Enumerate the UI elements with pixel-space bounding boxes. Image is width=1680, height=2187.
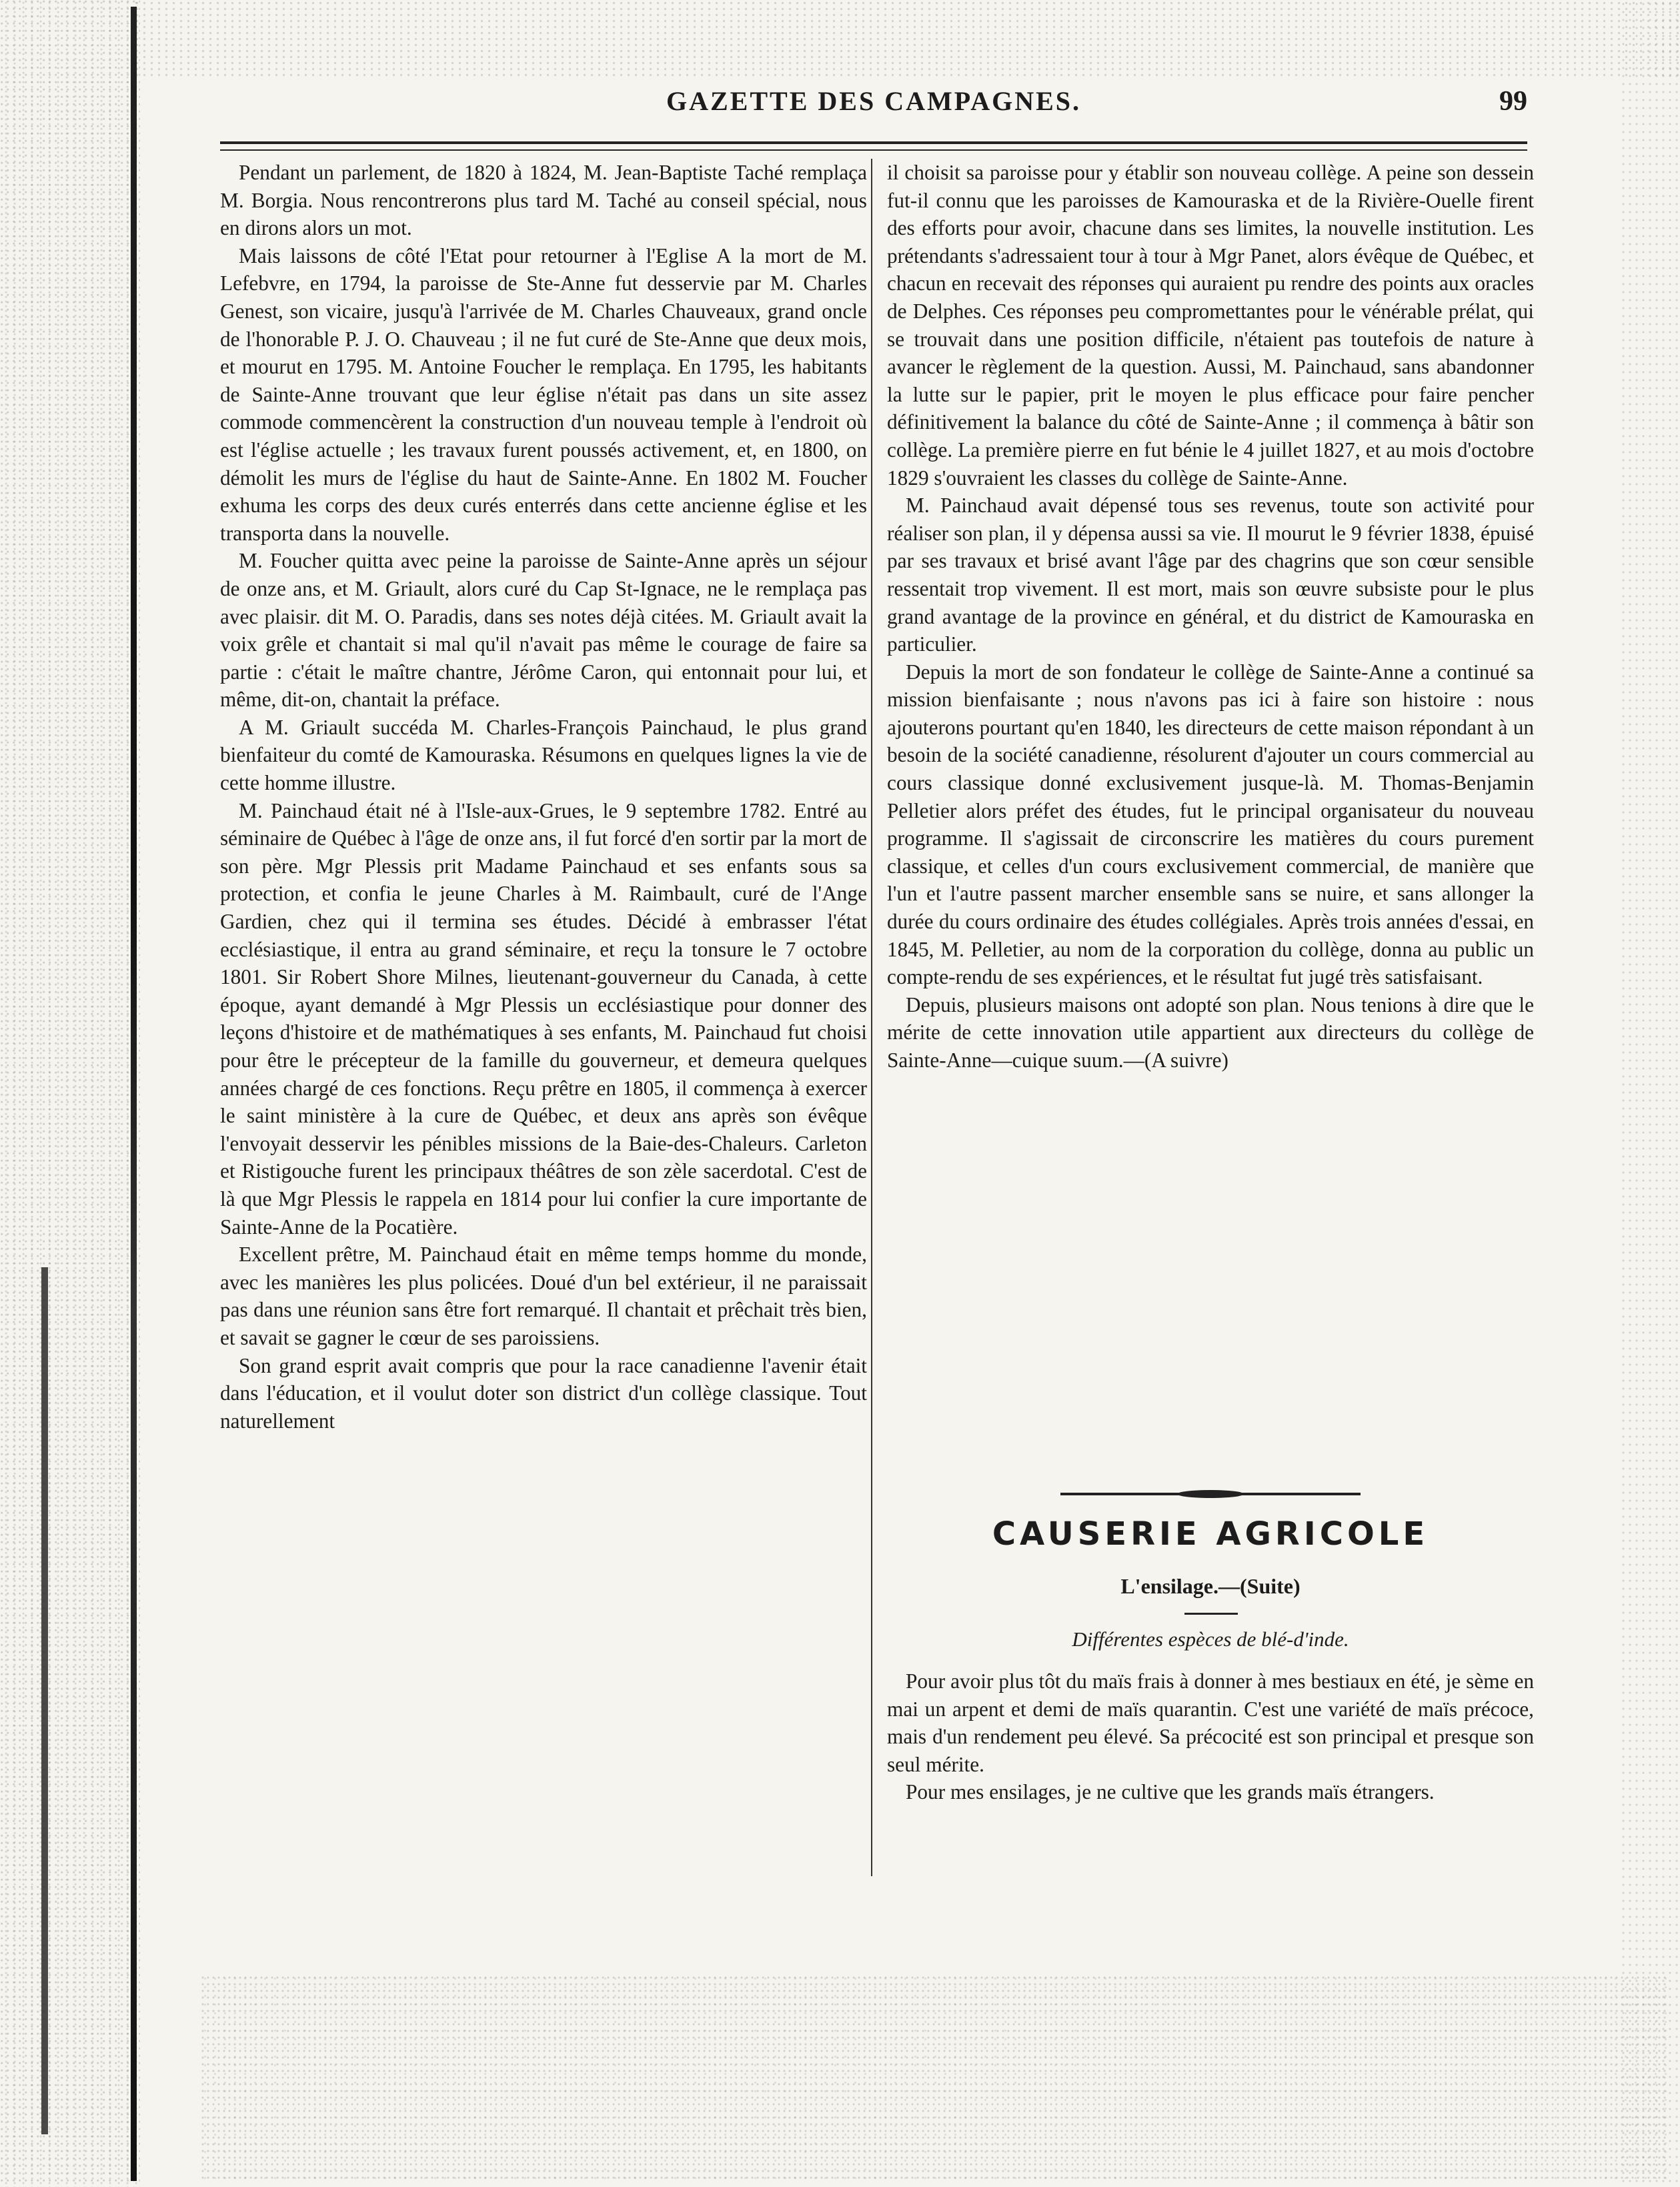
scan-noise-top	[133, 0, 1680, 80]
section-title: CAUSERIE AGRICOLE	[992, 1515, 1429, 1553]
paragraph: il choisit sa paroisse pour y établir son nouveau collège. A peine son dessein fut-il connu que les paroisses de Kamouraska et de la Rivière-Ouelle firent des efforts pour avoir, chacune dans ses limites, la nouvelle institution. Les prétendants s'adressaient tour à tour à Mgr Panet, alors évêque de Québec, et chacun en recevait des réponses qui auraient pu rendre des points aux oracles de Delphes. Ces réponses peu compromettantes pour le vénérable prélat, qui se trouvait dans une position difficile, n'étaient pas toutefois de nature à avancer le règlement de la question. Aussi, M. Painchaud, sans abandonner la lutte sur le papier, prit le moyen le plus efficace pour faire pencher définitivement la balance du côté de Sainte-Anne ; il commença à bâtir son collège. La première pierre en fut bénie le 4 juillet 1827, et au mois d'octobre 1829 s'ouvraient les classes du collège de Sainte-Anne.	[887, 161, 1534, 490]
paragraph: Son grand esprit avait compris que pour la race canadienne l'avenir était dans l'éducation, et il voulut doter son district d'un collège classique. Tout naturellement	[220, 1353, 867, 1433]
page-header	[220, 85, 1527, 125]
left-column	[220, 159, 867, 1435]
binding-mark	[41, 1267, 48, 2134]
subtitle-rule	[1184, 1613, 1238, 1615]
paragraph: Depuis, plusieurs maisons ont adopté son plan. Nous tenions à dire que le mérite de cette innovation utile appartient aux directeurs du collège de Sainte-Anne—cuique suum.—(A suivre)	[887, 992, 1534, 1072]
section-ornament-rule	[1060, 1493, 1361, 1495]
paragraph: M. Foucher quitta avec peine la paroisse de Sainte-Anne après un séjour de onze ans, et M. Griault, alors curé du Cap St-Ignace, ne le remplaça pas avec plaisir. dit M. O. Paradis, dans ses notes déjà citées. M. Griault avait la voix grêle et chantait si mal qu'il n'avait pas même le courage de faire sa partie : c'était le maître chantre, Jérôme Caron, qui entonnait pour lui, et même, dit-on, chantait la préface.	[220, 549, 867, 712]
paragraph: M. Painchaud était né à l'Isle-aux-Grues, le 9 septembre 1782. Entré au séminaire de Québec à l'âge de onze ans, il fut forcé d'en sortir par la mort de son père. Mgr Plessis prit Madame Painchaud et ses enfants sous sa protection, et confia le jeune Charles à M. Raimbault, curé de l'Ange Gardien, chez qui il termina ses études. Décidé à embrasser l'état ecclésiastique, il entra au grand séminaire, et reçu la tonsure le 7 octobre 1801. Sir Robert Shore Milnes, lieutenant-gouverneur du Canada, à cette époque, ayant demandé à Mgr Plessis un ecclésiastique pour donner des leçons d'histoire et de mathématiques à ses enfants, M. Painchaud fut choisi pour être le précepteur de la famille du gouverneur, et demeura quelques années chargé de ces fonctions. Reçu prêtre en 1805, il commença à exercer le saint ministère à la cure de Québec, et deux ans après son évêque l'envoyait desservir les pénibles missions de la Baie-des-Chaleurs. Carleton et Ristigouche furent les principaux théâtres de son zèle sacerdotal. C'est de là que Mgr Plessis le rappela en 1814 pour lui confier la cure importante de Sainte-Anne de la Pocatière.	[220, 798, 867, 1239]
paragraph: Mais laissons de côté l'Etat pour retourner à l'Eglise A la mort de M. Lefebvre, en 1794, la paroisse de Ste-Anne fut desservie par M. Charles Genest, son vicaire, jusqu'à l'arrivée de M. Charles Chauveaux, grand oncle de l'honorable P. J. O. Chauveau ; il ne fut curé de Ste-Anne que deux mois, et mourut en 1795. M. Antoine Foucher le remplaça. En 1795, les habitants de Sainte-Anne trouvant que leur église n'était pas dans un site assez commode commencèrent la construction d'un nouveau temple à l'endroit où est l'église actuelle ; les travaux furent poussés activement, et, en 1800, on démolit les murs de l'église du haut de Sainte-Anne. En 1802 M. Foucher exhuma les corps des deux curés enterrés dans cette ancienne église et les transporta dans la nouvelle.	[220, 243, 867, 545]
right-column	[887, 159, 1534, 1074]
paragraph: Excellent prêtre, M. Painchaud était en même temps homme du monde, avec les manières les plus policées. Doué d'un bel extérieur, il ne paraissait pas dans une réunion sans être fort remarqué. Il chantait et prêchait très bien, et savait se gagner le cœur de ses paroissiens.	[220, 1243, 867, 1349]
scan-noise-right	[1620, 0, 1680, 2187]
masthead-title: GAZETTE DES CAMPAGNES.	[666, 86, 1081, 116]
paragraph: Pour avoir plus tôt du maïs frais à donner à mes bestiaux en été, je sème en mai un arpent et demi de maïs quarantin. C'est une variété de maïs précoce, mais d'un rendement peu élevé. Sa précocité est son principal et presque son seul mérite.	[887, 1669, 1534, 1776]
section-subheading: Différentes espèces de blé-d'inde.	[1072, 1627, 1349, 1651]
section-subtitle: L'ensilage.—(Suite)	[1120, 1574, 1301, 1598]
binding-shadow	[131, 7, 137, 2181]
page-number: 99	[1499, 86, 1527, 117]
paragraph: M. Painchaud avait dépensé tous ses revenus, toute son activité pour réaliser son plan, il y dépensa aussi sa vie. Il mourut le 9 février 1838, épuisé par ses travaux et brisé avant l'âge par des chagrins que son cœur sensible ressentait trop vivement. Il est mort, mais son œuvre subsiste pour le plus grand avantage de la province en général, et du district de Kamouraska en particulier.	[887, 494, 1534, 656]
header-rule	[220, 141, 1527, 151]
paragraph: A M. Griault succéda M. Charles-François Painchaud, le plus grand bienfaiteur du comté de Kamouraska. Résumons en quelques lignes la vie de cette homme illustre.	[220, 715, 867, 795]
paragraph: Pour mes ensilages, je ne cultive que les grands maïs étrangers.	[906, 1780, 1435, 1804]
column-divider	[871, 159, 872, 1876]
section-body	[887, 1667, 1534, 1806]
scan-noise-left	[0, 0, 140, 2187]
paragraph: Pendant un parlement, de 1820 à 1824, M. Jean-Baptiste Taché remplaça M. Borgia. Nous rencontrerons plus tard M. Taché au conseil spécial, nous en dirons alors un mot.	[220, 161, 867, 240]
paragraph: Depuis la mort de son fondateur le collège de Sainte-Anne a continué sa mission bienfaisante ; nous n'avons pas ici à faire son histoire : nous ajouterons pourtant qu'en 1840, les directeurs de cette maison répondant à un besoin de la société canadienne, résolurent d'ajouter un cours commercial au cours classique donné exclusivement jusque-là. M. Thomas-Benjamin Pelletier alors préfet des études, fut le principal organisateur du nouveau programme. Il s'agissait de circonscrire les matières du cours purement classique, et celles d'un cours exclusivement commercial, de manière que l'un et l'autre passent marcher ensemble sans se nuire, et sans allonger la durée du cours ordinaire des études collégiales. Après trois années d'essai, en 1845, M. Pelletier, au nom de la corporation du collège, donna au public un compte-rendu de ses expériences, et le résultat fut jugé très satisfaisant.	[887, 660, 1534, 989]
scan-noise-bottom	[200, 1974, 1667, 2181]
